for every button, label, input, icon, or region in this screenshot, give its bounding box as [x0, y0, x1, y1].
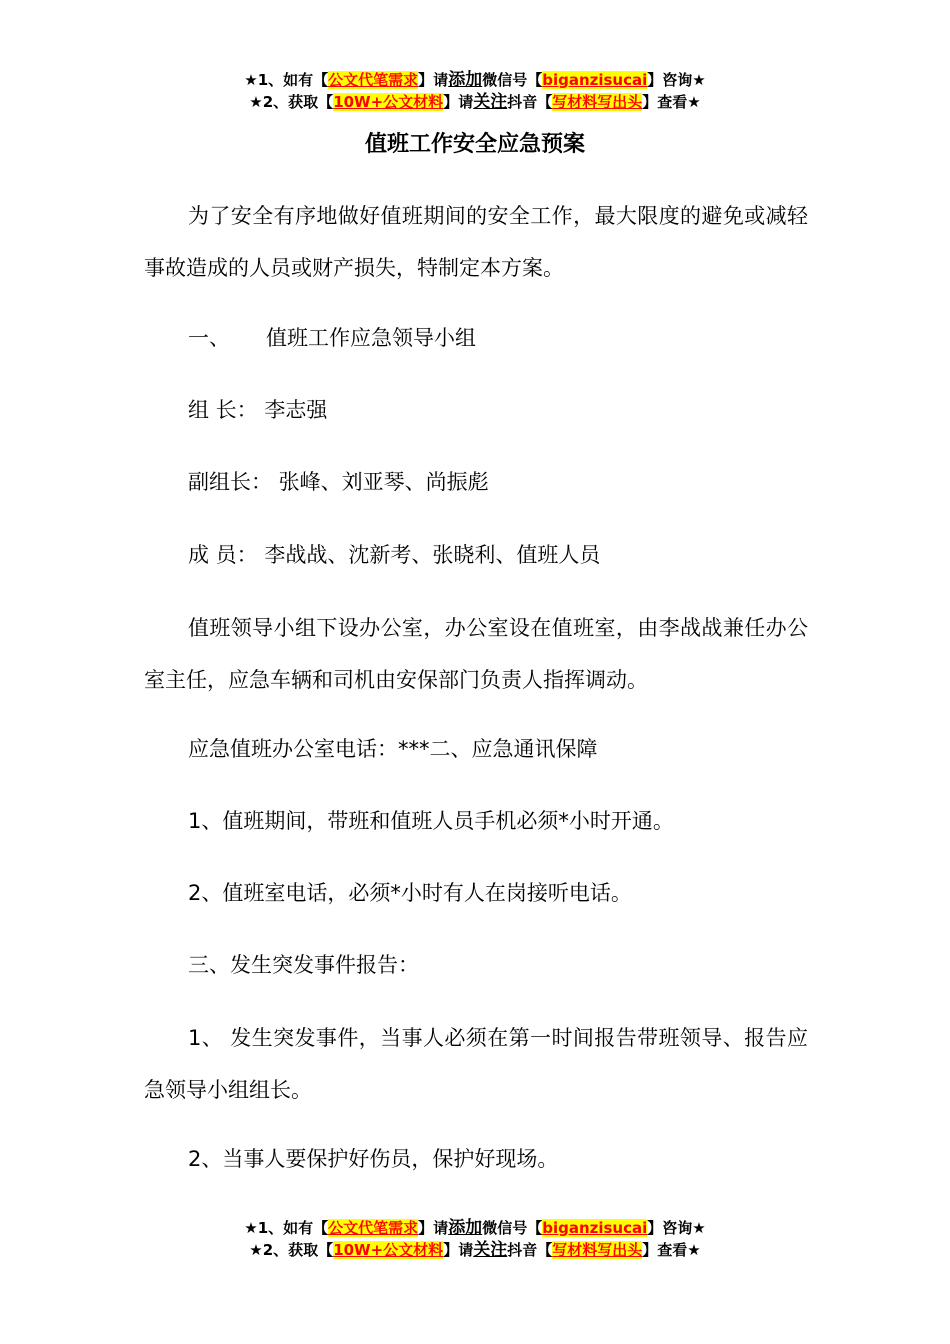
banner-text: 】查看★: [642, 93, 701, 111]
banner-text: 抖音【: [507, 93, 553, 111]
banner-highlight: 公文代笔需求: [328, 71, 419, 89]
banner-emphasis: 添加: [448, 70, 483, 90]
banner-text: ★2、获取【: [249, 1241, 334, 1259]
banner-emphasis: 添加: [448, 1218, 483, 1238]
banner-line-2: [0, 91, 950, 113]
banner-text: 抖音【: [507, 1241, 553, 1259]
list-item: 2、值班室电话，必须*小时有人在岗接听电话。: [188, 881, 632, 905]
banner-text: ★1、如有【: [244, 1219, 329, 1237]
banner-highlight: 10W+公文材料: [333, 93, 444, 111]
banner-emphasis: 关注: [473, 1240, 508, 1260]
bottom-banner: [0, 1217, 950, 1261]
banner-line-1: [0, 69, 950, 91]
banner-text: ★2、获取【: [249, 93, 334, 111]
intro-paragraph: 为了安全有序地做好值班期间的安全工作，最大限度的避免或减轻事故造成的人员或财产损失，特制定本方案。: [144, 204, 808, 280]
document-title: 值班工作安全应急预案: [364, 132, 585, 157]
banner-text: 】请: [418, 1219, 449, 1237]
section-heading-3: 三、发生突发事件报告：: [188, 953, 419, 977]
banner-text: 微信号【: [482, 71, 543, 89]
banner-highlight: 公文代笔需求: [328, 1219, 419, 1237]
banner-highlight: biganzisucai: [542, 71, 648, 89]
top-banner: [0, 69, 950, 113]
banner-highlight: biganzisucai: [542, 1219, 648, 1237]
phone-line: 应急值班办公室电话：***二、应急通讯保障: [188, 737, 598, 761]
banner-text: 】请: [443, 1241, 474, 1259]
leader-line: 组 长： 李志强: [188, 398, 328, 422]
banner-text: 】请: [418, 71, 449, 89]
deputy-line: 副组长： 张峰、刘亚琴、尚振彪: [188, 470, 489, 494]
banner-emphasis: 关注: [473, 92, 508, 112]
banner-highlight: 10W+公文材料: [333, 1241, 444, 1259]
list-item: 1、 发生突发事件，当事人必须在第一时间报告带班领导、报告应急领导小组组长。: [144, 1026, 808, 1102]
office-paragraph: 值班领导小组下设办公室，办公室设在值班室，由李战战兼任办公室主任，应急车辆和司机由安保部门负责人指挥调动。: [144, 616, 808, 692]
members-line: 成 员： 李战战、沈新考、张晓利、值班人员: [188, 543, 601, 567]
banner-text: 】查看★: [642, 1241, 701, 1259]
section-heading-1: [144, 312, 852, 364]
banner-highlight: 写材料写出头: [552, 1241, 643, 1259]
banner-line-2: [0, 1239, 950, 1261]
section-heading-text: 值班工作应急领导小组: [266, 326, 476, 350]
list-item: 2、当事人要保护好伤员，保护好现场。: [188, 1147, 559, 1171]
banner-highlight: 写材料写出头: [552, 93, 643, 111]
banner-text: 】咨询★: [647, 71, 706, 89]
banner-text: 】请: [443, 93, 474, 111]
section-number: 一、: [188, 326, 230, 350]
banner-line-1: [0, 1217, 950, 1239]
list-item: 1、值班期间，带班和值班人员手机必须*小时开通。: [188, 809, 674, 833]
banner-text: 微信号【: [482, 1219, 543, 1237]
banner-text: 】咨询★: [647, 1219, 706, 1237]
banner-text: ★1、如有【: [244, 71, 329, 89]
